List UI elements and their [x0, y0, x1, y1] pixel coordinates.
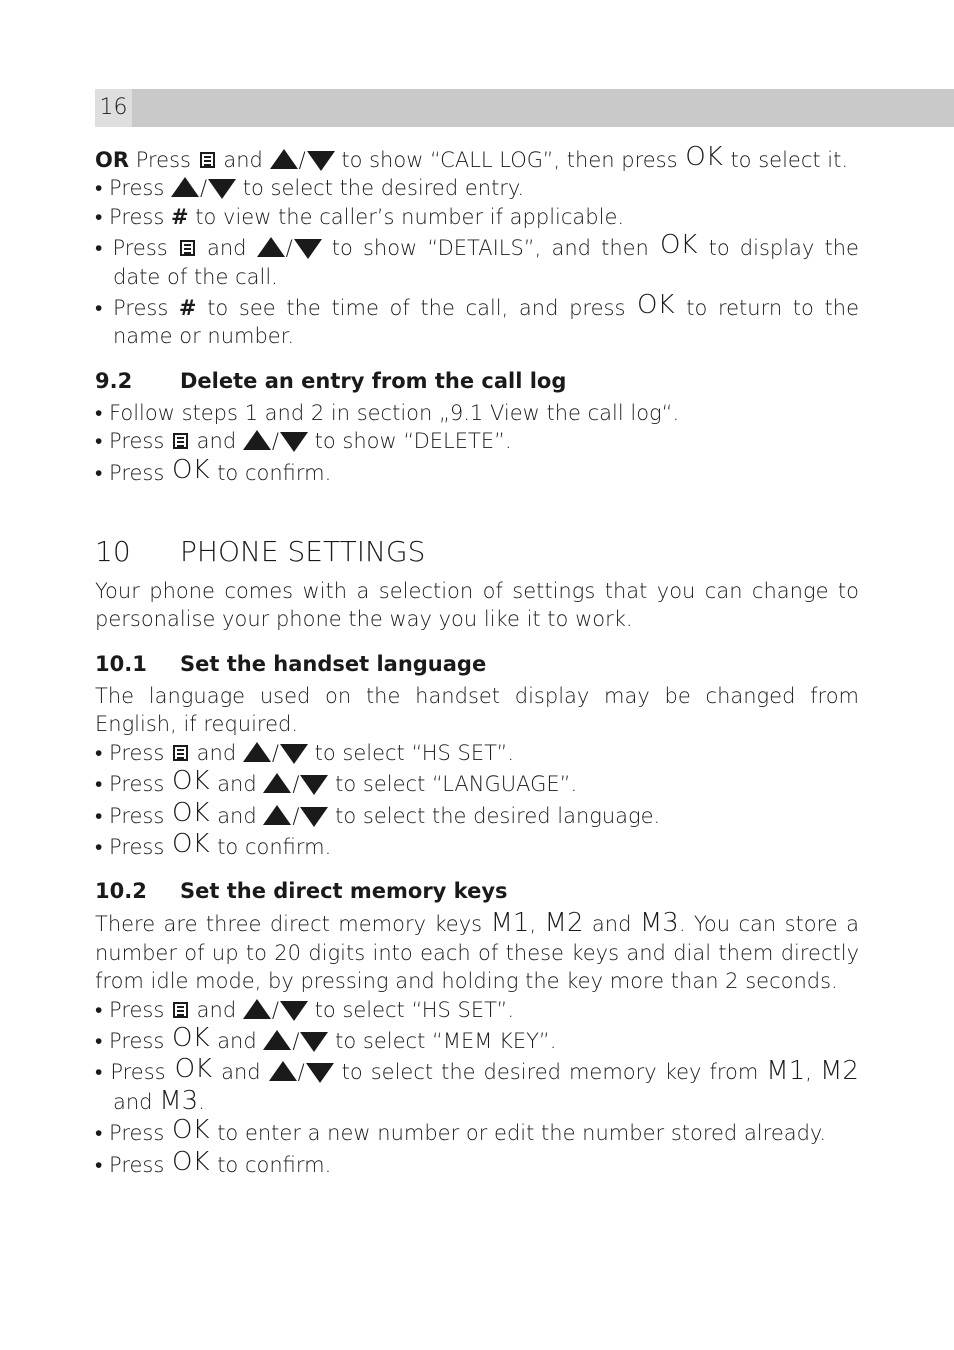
- m1-key: M1: [766, 1056, 806, 1087]
- ok-key: OK: [171, 1022, 210, 1053]
- list-item: • Press / to select the desired entry.: [95, 176, 525, 201]
- ok-key: OK: [171, 766, 210, 797]
- section-heading: 10.1 Set the handset language: [95, 651, 487, 676]
- ok-key: OK: [171, 1115, 210, 1146]
- header-bar: [95, 89, 954, 127]
- m1-key: M1: [490, 908, 530, 939]
- down-arrow-icon: [300, 775, 328, 795]
- list-item: • Press and / to select “HS SET”.: [95, 997, 515, 1022]
- section-heading: 9.2 Delete an entry from the call log: [95, 368, 567, 393]
- down-arrow-icon: [300, 1032, 328, 1052]
- down-arrow-icon: [280, 744, 308, 764]
- down-arrow-icon: [294, 239, 322, 259]
- paragraph: There are three direct memory keys M1, M2 and M3. You can store a number of up to 20 digits into each of these keys and dial them directly from idle mode, by pressing and holding the key more than 2 seconds.: [95, 908, 859, 994]
- list-item: • Press OK to confirm.: [95, 828, 332, 859]
- down-arrow-icon: [300, 807, 328, 827]
- paragraph: Your phone comes with a selection of settings that you can change to personalise your phone the way you like it to work.: [95, 579, 859, 632]
- menu-key-icon: [200, 152, 215, 168]
- list-item: • Press OK to confirm.: [95, 454, 332, 485]
- list-item: • Press OK to enter a new number or edit the number stored already.: [95, 1115, 827, 1146]
- ok-key: OK: [171, 454, 210, 485]
- ok-key: OK: [637, 290, 675, 321]
- list-item: • Press OK and / to select “MEM KEY”.: [95, 1022, 557, 1053]
- up-arrow-icon: [257, 237, 285, 257]
- list-item: • Press OK and / to select the desired language.: [95, 797, 661, 828]
- ok-key: OK: [685, 142, 723, 172]
- up-arrow-icon: [243, 742, 271, 762]
- ok-key: OK: [171, 797, 210, 828]
- menu-key-icon: [173, 433, 188, 449]
- m2-key: M2: [819, 1056, 859, 1087]
- m3-key: M3: [159, 1085, 199, 1116]
- ok-key: OK: [171, 1146, 210, 1177]
- chapter-heading: 10 PHONE SETTINGS: [95, 535, 426, 569]
- m2-key: M2: [544, 908, 584, 939]
- list-item: • Press and / to show “DELETE”.: [95, 429, 512, 454]
- menu-key-icon: [180, 240, 195, 256]
- m3-key: M3: [639, 908, 679, 939]
- up-arrow-icon: [269, 1061, 297, 1081]
- list-item: • Press OK and / to select “LANGUAGE”.: [95, 766, 578, 797]
- down-arrow-icon: [280, 1001, 308, 1021]
- paragraph: The language used on the handset display may be changed from English, if required.: [95, 683, 859, 737]
- up-arrow-icon: [270, 149, 298, 169]
- page-content: [95, 143, 859, 1179]
- list-item: • Press OK and / to select the desired memory key from M1, M2 and M3.: [95, 1054, 859, 1116]
- list-item: • Press and / to show “DETAILS”, and then OK to display the date of the call.: [95, 230, 859, 289]
- or-line: OR Press and / to show “CALL LOG”, then press OK to select it.: [95, 142, 849, 172]
- ok-key: OK: [174, 1054, 213, 1085]
- up-arrow-icon: [243, 999, 271, 1019]
- ok-key: OK: [659, 230, 698, 261]
- list-item: • Follow steps 1 and 2 in section „9.1 View the call log“.: [95, 400, 680, 425]
- list-item: • Press # to see the time of the call, and press OK to return to the name or number.: [95, 290, 859, 349]
- menu-key-icon: [173, 745, 188, 761]
- down-arrow-icon: [208, 179, 236, 199]
- up-arrow-icon: [263, 773, 291, 793]
- page-number: 16: [95, 89, 132, 127]
- list-item: • Press # to view the caller’s number if applicable.: [95, 204, 625, 229]
- section-heading: 10.2 Set the direct memory keys: [95, 879, 508, 904]
- down-arrow-icon: [307, 151, 335, 171]
- list-item: • Press OK to confirm.: [95, 1146, 332, 1177]
- down-arrow-icon: [306, 1063, 334, 1083]
- up-arrow-icon: [263, 805, 291, 825]
- list-item: • Press and / to select “HS SET”.: [95, 740, 515, 765]
- up-arrow-icon: [243, 430, 271, 450]
- ok-key: OK: [171, 828, 210, 859]
- up-arrow-icon: [171, 177, 199, 197]
- down-arrow-icon: [280, 432, 308, 452]
- menu-key-icon: [173, 1002, 188, 1018]
- up-arrow-icon: [263, 1030, 291, 1050]
